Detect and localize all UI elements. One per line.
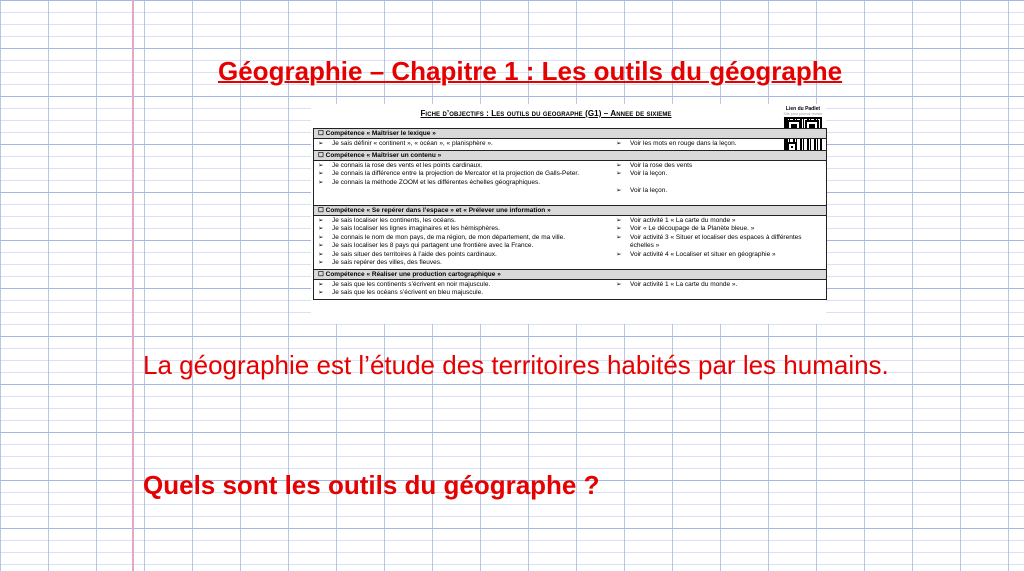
arrow-icon: ➢ bbox=[616, 280, 622, 288]
objective-item: ➢ Je sais définir « continent », « océan », « planisphère ». bbox=[318, 140, 493, 147]
objective-item: ➢ Je sais localiser les lignes imaginaires et les hémisphères. bbox=[318, 225, 500, 232]
resource-item: ➢ Voir activité 4 « Localiser et situer en géographie » bbox=[616, 250, 776, 258]
definition-text: La géographie est l’étude des territoires habités par les humains. bbox=[143, 350, 889, 380]
objective-item: ➢ Je connais la rose des vents et les points cardinaux. bbox=[318, 161, 483, 169]
competence-body bbox=[314, 280, 826, 299]
competence-header: ☐ Compétence « Réaliser une production cartographique » bbox=[314, 270, 826, 280]
slide-title: Géographie – Chapitre 1 : Les outils du géographe bbox=[218, 56, 843, 86]
arrow-icon: ➢ bbox=[616, 170, 622, 177]
sheet-title-text: Fiche d’objectifs : Les outils du geographe (G1) – Annee de sixieme bbox=[420, 109, 672, 118]
arrow-icon: ➢ bbox=[616, 161, 622, 169]
resource-item: ➢ Voir la rose des vents bbox=[616, 161, 693, 169]
arrow-icon: ➢ bbox=[318, 259, 324, 266]
arrow-icon: ➢ bbox=[318, 161, 324, 169]
arrow-icon: ➢ bbox=[318, 216, 324, 224]
arrow-icon: ➢ bbox=[318, 280, 324, 288]
objective-item: ➢ Je sais que les continents s’écrivent en noir majuscule. bbox=[318, 280, 491, 288]
objectives-sheet bbox=[311, 104, 826, 324]
objective-item: ➢ Je sais localiser les 8 pays qui partagent une frontière avec la France. bbox=[318, 242, 534, 249]
competence-header: ☐ Compétence « Maîtriser le lexique » bbox=[314, 129, 826, 139]
resource-item: ➢ Voir activité 1 « La carte du monde » bbox=[616, 216, 736, 224]
arrow-icon: ➢ bbox=[318, 170, 324, 177]
arrow-icon: ➢ bbox=[318, 242, 324, 249]
arrow-icon: ➢ bbox=[318, 233, 324, 241]
objective-item: ➢ Je connais la méthode ZOOM et les différentes échelles géographiques. bbox=[318, 178, 540, 186]
objective-item: ➢ Je sais localiser les continents, les océans. bbox=[318, 216, 456, 224]
arrow-icon: ➢ bbox=[616, 250, 622, 258]
arrow-icon: ➢ bbox=[318, 178, 324, 186]
sheet-title bbox=[311, 110, 781, 119]
arrow-icon: ➢ bbox=[616, 187, 622, 194]
arrow-icon: ➢ bbox=[318, 250, 324, 258]
arrow-icon: ➢ bbox=[616, 140, 622, 147]
objective-item: ➢ Je sais repérer des villes, des fleuves. bbox=[318, 259, 442, 266]
resource-item: ➢ Voir activité 3 « Situer et localiser des espaces à différentes échelles » bbox=[616, 233, 802, 249]
resource-item: ➢ Voir la leçon. bbox=[616, 187, 668, 194]
resource-item: ➢ Voir « Le découpage de la Planète bleue. » bbox=[616, 225, 755, 232]
competence-body bbox=[314, 161, 826, 206]
question-text: Quels sont les outils du géographe ? bbox=[143, 470, 600, 500]
arrow-icon: ➢ bbox=[318, 140, 324, 147]
arrow-icon: ➢ bbox=[318, 289, 324, 296]
arrow-icon: ➢ bbox=[616, 216, 622, 224]
arrow-icon: ➢ bbox=[616, 233, 622, 241]
resource-item: ➢ Voir les mots en rouge dans la leçon. bbox=[616, 140, 737, 147]
arrow-icon: ➢ bbox=[318, 225, 324, 232]
competence-header: ☐ Compétence « Se repérer dans l’espace » et « Prélever une information » bbox=[314, 206, 826, 216]
objective-item: ➢ Je connais la différence entre la projection de Mercator et la projection de Galls-Peter. bbox=[318, 170, 580, 177]
competences-table bbox=[313, 128, 827, 300]
objective-item: ➢ Je sais situer des territoires à l’aide des points cardinaux. bbox=[318, 250, 497, 258]
resource-item: ➢ Voir la leçon. bbox=[616, 170, 668, 177]
competence-header: ☐ Compétence « Maîtriser un contenu » bbox=[314, 151, 826, 161]
objective-item: ➢ Je connais le nom de mon pays, de ma région, de mon département, de ma ville. bbox=[318, 233, 566, 241]
padlet-label: Lien du Padlet bbox=[785, 106, 821, 112]
arrow-icon: ➢ bbox=[616, 225, 622, 232]
competence-body bbox=[314, 139, 826, 151]
padlet-sub: Site pour pouvoir réviser bbox=[783, 112, 823, 116]
objective-item: ➢ Je sais que les océans s’écrivent en bleu majuscule. bbox=[318, 289, 484, 296]
competence-body bbox=[314, 216, 826, 270]
resource-item: ➢ Voir activité 1 « La carte du monde ». bbox=[616, 280, 738, 288]
